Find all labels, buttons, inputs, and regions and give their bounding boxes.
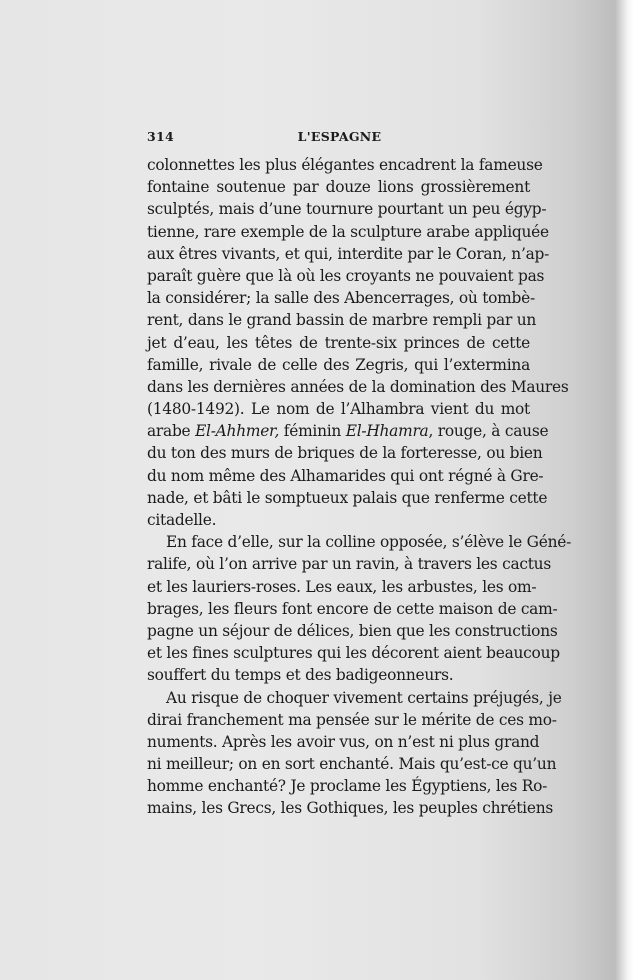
text-line [147, 642, 560, 664]
text-segment: ralife, où l’on arrive par un ravin, à travers les cactus [147, 555, 551, 574]
text-line [147, 797, 554, 819]
text-line [147, 664, 530, 686]
text-line [147, 487, 548, 509]
text-line [147, 731, 540, 753]
text-line [147, 354, 530, 376]
text-line [147, 154, 543, 176]
text-segment: homme enchanté? Je proclame les Égyptiens, les Ro- [147, 777, 548, 796]
text-segment: tienne, rare exemple de la sculpture arabe appliquée [147, 222, 549, 241]
text-line [147, 287, 535, 309]
text-segment: Au risque de choquer vivement certains préjugés, je [166, 688, 562, 707]
text-segment: rent, dans le grand bassin de marbre rempli par un [147, 311, 537, 330]
text-segment: la considérer; la salle des Abencerrages, où tombè- [147, 289, 535, 308]
text-line [147, 775, 548, 797]
text-line [147, 442, 543, 464]
text-segment: citadelle. [147, 511, 217, 529]
text-segment: du nom même des Alhamarides qui ont régné à Gre- [147, 466, 544, 485]
body-text [147, 154, 572, 820]
text-segment: pagne un séjour de délices, bien que les constructions [147, 621, 558, 640]
text-line [147, 176, 530, 198]
text-segment: et les lauriers-roses. Les eaux, les arbustes, les om- [147, 577, 537, 596]
text-line [147, 598, 558, 620]
text-segment: , rouge, à cause [428, 422, 549, 441]
text-segment: colonnettes les plus élégantes encadrent la fameuse [147, 156, 543, 174]
text-segment: jet d’eau, les têtes de trente-six princes de cette [147, 333, 530, 352]
text-segment: brages, les fleurs font encore de cette maison de cam- [147, 599, 558, 618]
text-line [147, 265, 545, 287]
text-segment: féminin [279, 422, 346, 441]
text-segment: dans les dernières années de la domination des Maures [147, 377, 569, 396]
running-title: L'ESPAGNE [297, 129, 382, 144]
text-segment: paraît guère que là où les croyants ne pouvaient pas [147, 266, 545, 285]
italic-term: El-Ahhmer, [195, 422, 280, 441]
text-line [147, 509, 530, 531]
text-line [147, 531, 572, 553]
text-line [147, 420, 549, 442]
text-line [147, 620, 558, 642]
text-line [147, 198, 547, 220]
text-segment: (1480-1492). Le nom de l’Alhambra vient du mot [147, 400, 530, 419]
text-line [147, 687, 562, 709]
text-segment: famille, rivale de celle des Zegris, qui l’extermina [147, 355, 530, 374]
text-line [147, 221, 549, 243]
text-segment: arabe [147, 422, 196, 441]
text-segment: nade, et bâti le somptueux palais que renferme cette [147, 488, 548, 507]
text-segment: numents. Après les avoir vus, on n’est ni plus grand [147, 732, 540, 751]
text-line [147, 309, 537, 331]
text-segment: aux êtres vivants, et qui, interdite par le Coran, n’ap- [147, 244, 550, 263]
text-line [147, 576, 537, 598]
page-header [147, 129, 530, 147]
page-number: 314 [147, 129, 174, 144]
text-line [147, 398, 530, 420]
text-line [147, 465, 544, 487]
text-segment: du ton des murs de briques de la forteresse, ou bien [147, 444, 543, 463]
italic-term: El-Hhamra [345, 422, 429, 441]
text-line [147, 553, 551, 575]
text-segment: ni meilleur; on en sort enchanté. Mais qu’est-ce qu’un [147, 755, 557, 774]
text-line [147, 753, 557, 775]
text-line [147, 376, 569, 398]
text-segment: mains, les Grecs, les Gothiques, les peuples chrétiens [147, 799, 554, 818]
text-segment: dirai franchement ma pensée sur le mérite de ces mo- [147, 710, 557, 729]
text-segment: fontaine soutenue par douze lions grossièrement [147, 178, 530, 197]
text-segment: et les fines sculptures qui les décorent aient beaucoup [147, 644, 560, 663]
text-segment: En face d’elle, sur la colline opposée, s’élève le Géné- [166, 533, 572, 552]
text-segment: sculptés, mais d’une tournure pourtant un peu égyp- [147, 200, 547, 219]
text-line [147, 332, 530, 354]
text-segment: souffert du temps et des badigeonneurs. [147, 666, 454, 685]
text-line [147, 243, 550, 265]
text-line [147, 709, 557, 731]
